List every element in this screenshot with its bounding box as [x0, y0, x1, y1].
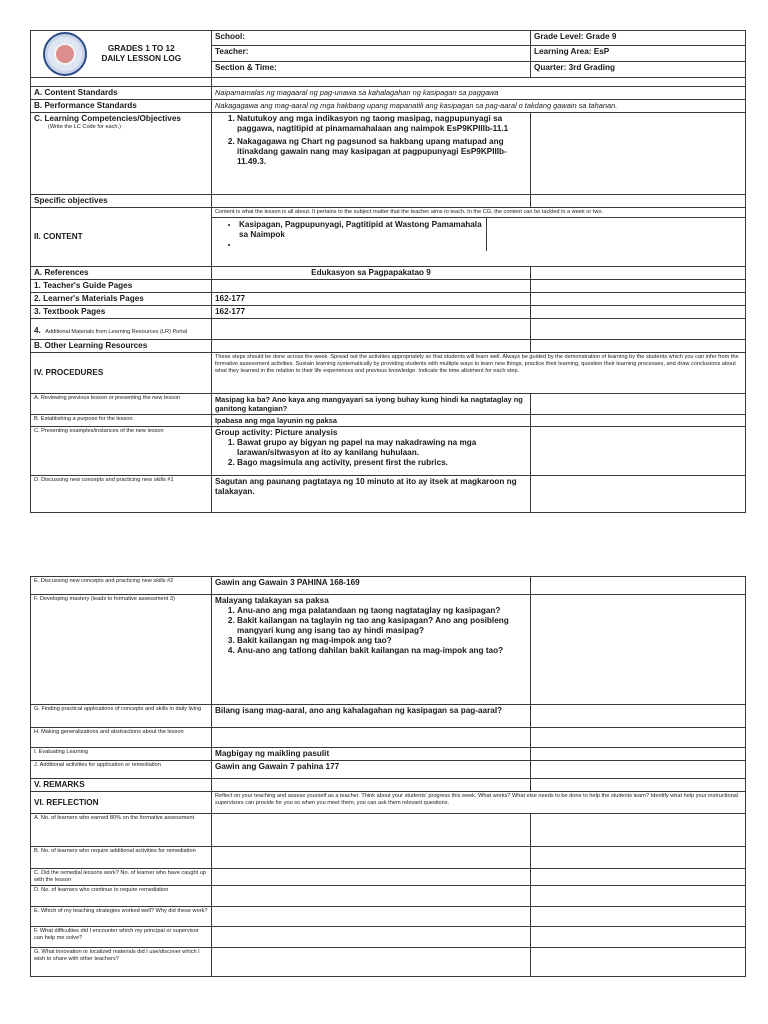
reflection-f-extra[interactable]: [531, 927, 746, 948]
remarks-extra[interactable]: [531, 779, 746, 792]
performance-standards-label: B. Performance Standards: [31, 100, 212, 113]
proc-j-value[interactable]: Gawin ang Gawain 7 pahina 177: [212, 761, 531, 779]
teachers-guide-value[interactable]: [212, 280, 531, 293]
reflection-a-extra[interactable]: [531, 814, 746, 847]
performance-standards-value[interactable]: Nakagagawa ang mag-aaral ng mga hakbang upang mapanatili ang kasipagan sa pag-aaral o takdang gawain sa tahanan.: [212, 100, 746, 113]
proc-f-label: F. Developing mastery (leads to formative assessment 3): [31, 595, 212, 705]
proc-a-value[interactable]: Masipag ka ba? Ano kaya ang mangyayari sa iyong buhay kung hindi ka nagtataglay ng ganitong katangian?: [212, 394, 531, 415]
learners-materials-extra[interactable]: [531, 293, 746, 306]
remarks-value[interactable]: [212, 779, 531, 792]
specific-objectives-value[interactable]: [212, 195, 531, 208]
lesson-log-table-page2: [30, 576, 746, 977]
other-resources-extra[interactable]: [531, 340, 746, 353]
reflection-b-extra[interactable]: [531, 847, 746, 869]
grade-level-field[interactable]: Grade Level: Grade 9: [531, 31, 746, 46]
reflection-f-label: F. What difficulties did I encounter which my principal or supervisor can help me solve?: [31, 927, 212, 948]
reflection-c-label: C. Did the remedial lessons work? No. of learner who have caught up with the lesson: [31, 869, 212, 886]
teachers-guide-label: 1. Teacher's Guide Pages: [31, 280, 212, 293]
reflection-g-value[interactable]: [212, 948, 531, 977]
proc-c-extra[interactable]: [531, 427, 746, 476]
content-cell: [212, 208, 746, 267]
proc-f-extra[interactable]: [531, 595, 746, 705]
additional-materials-num: 4.: [34, 326, 41, 335]
proc-b-value[interactable]: Ipabasa ang mga layunin ng paksa: [212, 415, 531, 427]
content-label: II. CONTENT: [31, 208, 212, 267]
proc-f-value[interactable]: [212, 595, 531, 705]
content-bullet: • Kasipagan, Pagpupunyagi, Pagtitipid at Wastong Pamamahala sa Naimpok: [239, 220, 483, 240]
references-label: A. References: [31, 267, 212, 280]
proc-b-label: B. Establishing a purpose for the lesson: [31, 415, 212, 427]
competencies-sub: (Write the LC Code for each.): [48, 124, 121, 130]
reflection-c-value[interactable]: [212, 869, 531, 886]
content-standards-value[interactable]: Naipamamalas ng magaaral ng pag-unawa sa kahalagahan ng kasipagan sa paggawa: [212, 87, 746, 100]
proc-g-extra[interactable]: [531, 705, 746, 728]
reflection-b-value[interactable]: [212, 847, 531, 869]
references-extra[interactable]: [531, 267, 746, 280]
proc-e-label: E. Discussing new concepts and practicing new skills #2: [31, 577, 212, 595]
competencies-label-cell: [31, 113, 212, 195]
references-value[interactable]: Edukasyon sa Pagpapakatao 9: [212, 267, 531, 280]
reflection-a-label: A. No. of learners who earned 80% on the formative assessment: [31, 814, 212, 847]
other-resources-value[interactable]: [212, 340, 531, 353]
proc-d-extra[interactable]: [531, 476, 746, 513]
proc-i-extra[interactable]: [531, 748, 746, 761]
proc-f-item: 1. Anu-ano ang mga palatandaan ng taong nagtataglay ng kasipagan?: [237, 606, 527, 616]
textbook-pages-label: 3. Textbook Pages: [31, 306, 212, 319]
reflection-e-value[interactable]: [212, 907, 531, 927]
proc-c-label: C. Presenting examples/instances of the new lesson: [31, 427, 212, 476]
proc-g-label: G. Finding practical applications of concepts and skills in daily living: [31, 705, 212, 728]
proc-c-title: Group activity: Picture analysis: [215, 428, 338, 437]
proc-c-item: 2. Bago magsimula ang activity, present first the rubrics.: [237, 458, 527, 468]
competency-item: 1. Natutukoy ang mga indikasyon ng taong masipag, nagpupunyagi sa paggawa, nagtitipid at pinamamahalaan ang naimpok EsP9KPIIIb-11.1: [237, 114, 527, 134]
proc-b-extra[interactable]: [531, 415, 746, 427]
proc-d-value[interactable]: Sagutan ang paunang pagtataya ng 10 minuto at ito ay itsek at magkaroon ng talakayan.: [212, 476, 531, 513]
competencies-label: C. Learning Competencies/Objectives: [34, 114, 181, 123]
proc-g-value[interactable]: Bilang isang mag-aaral, ano ang kahalagahan ng kasipagan sa pag-aaral?: [212, 705, 531, 728]
proc-f-item: 2. Bakit kailangan na taglayin ng tao ang kasipagan? Ano ang posibleng mangyari kung ang isang tao ay hindi masipag?: [237, 616, 527, 636]
procedures-label: IV. PROCEDURES: [31, 353, 212, 394]
procedures-note: These steps should be done across the week. Spread out the activities appropriately so that students will learn well. Always be guided by the demonstration of learning by the students which you can infer from the formative assessment activities. Sustain learning systematically by providing students with multiple ways to learn new things, practice their learning, question their learning processes, and draw conclusions about what they learned in the relation to their life experiences and previous knowledge. Indicate the time allotment for each step.: [212, 353, 746, 394]
proc-f-title: Malayang talakayan sa paksa: [215, 596, 329, 605]
proc-d-label: D. Discussing new concepts and practicing new skills #1: [31, 476, 212, 513]
specific-objectives-extra[interactable]: [531, 195, 746, 208]
reflection-f-value[interactable]: [212, 927, 531, 948]
reflection-e-extra[interactable]: [531, 907, 746, 927]
teacher-field[interactable]: Teacher:: [212, 46, 531, 61]
proc-e-extra[interactable]: [531, 577, 746, 595]
proc-h-value[interactable]: [212, 728, 531, 748]
reflection-e-label: E. Which of my teaching strategies worked well? Why did these work?: [31, 907, 212, 927]
learners-materials-label: 2. Learner's Materials Pages: [31, 293, 212, 306]
quarter-field[interactable]: Quarter: 3rd Grading: [531, 61, 746, 77]
additional-materials-value[interactable]: [212, 319, 531, 340]
proc-a-label: A. Reviewing previous lesson or presenting the new lesson: [31, 394, 212, 415]
learners-materials-value[interactable]: 162-177: [212, 293, 531, 306]
reflection-g-label: G. What innovation or localized materials did I use/discover which I wish to share with other teachers?: [31, 948, 212, 977]
reflection-d-extra[interactable]: [531, 886, 746, 907]
proc-j-label: J. Additional activities for application or remediation: [31, 761, 212, 779]
additional-materials-label: Additional Materials from Learning Resources (LR) Portal: [45, 329, 188, 335]
reflection-d-label: D. No. of learners who continue to require remediation: [31, 886, 212, 907]
textbook-pages-value[interactable]: 162-177: [212, 306, 531, 319]
reflection-b-label: B. No. of learners who require additional activities for remediation: [31, 847, 212, 869]
reflection-label: VI. REFLECTION: [31, 792, 212, 814]
teachers-guide-extra[interactable]: [531, 280, 746, 293]
reflection-d-value[interactable]: [212, 886, 531, 907]
proc-f-item: 3. Bakit kailangan ng mag-impok ang tao?: [237, 636, 527, 646]
section-time-field[interactable]: Section & Time:: [212, 61, 531, 77]
lesson-log-table-page1: [30, 30, 746, 513]
deped-seal-icon: [43, 32, 87, 76]
proc-e-value[interactable]: Gawin ang Gawain 3 PAHINA 168-169: [212, 577, 531, 595]
additional-materials-extra[interactable]: [531, 319, 746, 340]
proc-c-value[interactable]: [212, 427, 531, 476]
proc-f-item: 4. Anu-ano ang tatlong dahilan bakit kailangan na mag-impok ang tao?: [237, 646, 527, 656]
additional-materials-label-cell: [31, 319, 212, 340]
header-logo-cell: [31, 31, 212, 78]
competencies-extra[interactable]: [531, 113, 746, 195]
content-standards-label: A. Content Standards: [31, 87, 212, 100]
textbook-pages-extra[interactable]: [531, 306, 746, 319]
proc-c-item: 1. Bawat grupo ay bigyan ng papel na may nakadrawing na mga larawan/sitwasyon at ito ay kanilang huhulaan.: [237, 438, 527, 458]
reflection-g-extra[interactable]: [531, 948, 746, 977]
content-extra[interactable]: [487, 218, 745, 251]
proc-h-label: H. Making generalizations and abstractions about the lesson: [31, 728, 212, 748]
log-title: GRADES 1 TO 12 DAILY LESSON LOG: [101, 44, 182, 63]
content-bullets[interactable]: [212, 218, 487, 251]
school-field[interactable]: School:: [212, 31, 531, 46]
other-resources-label: B. Other Learning Resources: [31, 340, 212, 353]
competencies-value[interactable]: [212, 113, 531, 195]
reflection-c-extra[interactable]: [531, 869, 746, 886]
proc-i-label: I. Evaluating Learning: [31, 748, 212, 761]
proc-a-extra[interactable]: [531, 394, 746, 415]
reflection-note: Reflect on your teaching and assess yourself as a teacher. Think about your students' progress this week. What works? What else needs to be done to help the students learn? Identify what help your instructional supervisors can provide for you so when you meet them, you can ask them relevant questions.: [212, 792, 746, 814]
competency-item: 2. Nakagagawa ng Chart ng pagsunod sa hakbang upang matupad ang itinakdang gawain nang may kasipagan at pagpupunyagi EsP9KPIIIb-11.49.3.: [237, 137, 527, 167]
proc-h-extra[interactable]: [531, 728, 746, 748]
specific-objectives-label: Specific objectives: [31, 195, 212, 208]
remarks-label: V. REMARKS: [31, 779, 212, 792]
reflection-a-value[interactable]: [212, 814, 531, 847]
content-note: Content is what the lesson is all about. It pertains to the subject matter that the teacher aims to teach. In the CG, the content can be tackled in a week or two.: [212, 208, 745, 218]
proc-j-extra[interactable]: [531, 761, 746, 779]
proc-i-value[interactable]: Magbigay ng maikling pasulit: [212, 748, 531, 761]
content-bullet: [239, 240, 483, 249]
learning-area-field[interactable]: Learning Area: EsP: [531, 46, 746, 61]
